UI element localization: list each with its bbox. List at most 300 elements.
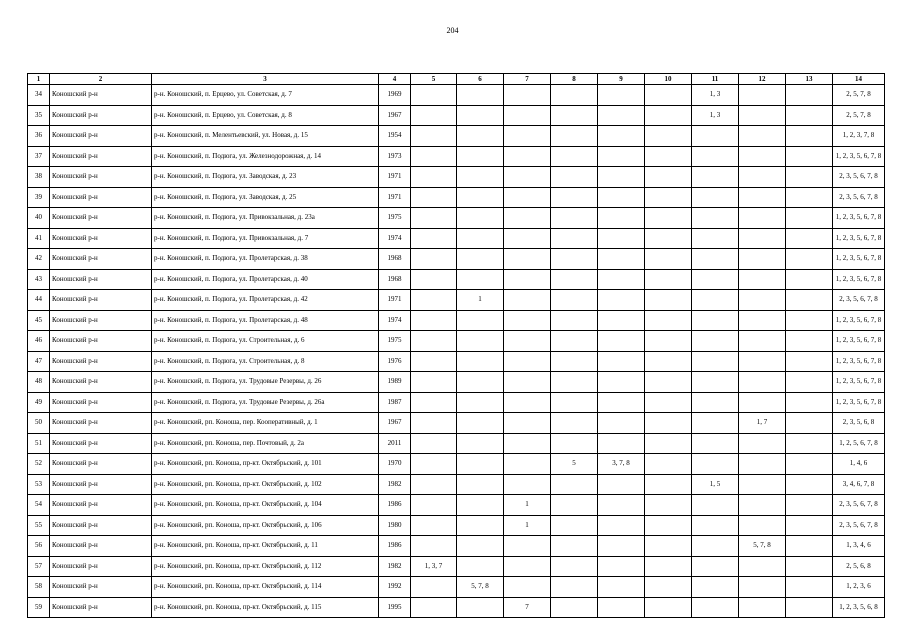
table-cell: р-н. Коношский, п. Мелентьевский, ул. Новая, д. 15	[152, 126, 379, 147]
table-row	[28, 433, 885, 454]
table-cell	[739, 515, 786, 536]
table-cell: р-н. Коношский, п. Подюга, ул. Заводская, д. 23	[152, 167, 379, 188]
table-cell	[645, 208, 692, 229]
table-cell	[504, 249, 551, 270]
table-row	[28, 85, 885, 106]
table-cell	[411, 228, 457, 249]
table-cell: Коношский р-н	[50, 536, 152, 557]
table-cell: р-н. Коношский, рп. Коноша, пр-кт. Октябрьский, д. 115	[152, 597, 379, 618]
table-row	[28, 351, 885, 372]
table-cell: р-н. Коношский, п. Подюга, ул. Привокзальная, д. 23а	[152, 208, 379, 229]
table-cell: р-н. Коношский, рп. Коноша, пр-кт. Октябрьский, д. 101	[152, 454, 379, 475]
table-cell	[692, 392, 739, 413]
table-cell	[645, 392, 692, 413]
table-cell: Коношский р-н	[50, 597, 152, 618]
table-cell	[645, 146, 692, 167]
table-cell	[551, 126, 598, 147]
table-cell	[739, 474, 786, 495]
table-cell	[598, 556, 645, 577]
table-cell: р-н. Коношский, п. Подюга, ул. Привокзальная, д. 7	[152, 228, 379, 249]
table-cell: 52	[28, 454, 50, 475]
table-cell	[411, 310, 457, 331]
table-cell: 1989	[379, 372, 411, 393]
table-row	[28, 454, 885, 475]
table-cell	[598, 474, 645, 495]
table-cell: Коношский р-н	[50, 146, 152, 167]
table-cell: Коношский р-н	[50, 433, 152, 454]
table-cell: р-н. Коношский, п. Подюга, ул. Трудовые Резервы, д. 26	[152, 372, 379, 393]
table-cell: 41	[28, 228, 50, 249]
table-cell: 1995	[379, 597, 411, 618]
table-cell	[645, 269, 692, 290]
table-cell: 1, 2, 5, 6, 7, 8	[833, 433, 885, 454]
table-cell	[692, 597, 739, 618]
table-cell	[786, 249, 833, 270]
table-cell	[411, 597, 457, 618]
table-cell: 1, 2, 3, 5, 6, 7, 8	[833, 208, 885, 229]
table-cell	[457, 536, 504, 557]
table-cell	[411, 85, 457, 106]
table-cell	[411, 351, 457, 372]
table-cell: 1, 2, 3, 5, 6, 7, 8	[833, 228, 885, 249]
table-cell: р-н. Коношский, п. Подюга, ул. Пролетарская, д. 48	[152, 310, 379, 331]
table-cell	[739, 249, 786, 270]
table-cell	[457, 167, 504, 188]
table-cell	[645, 597, 692, 618]
table-cell: 1954	[379, 126, 411, 147]
table-cell: р-н. Коношский, п. Подюга, ул. Строительная, д. 6	[152, 331, 379, 352]
table-cell	[786, 556, 833, 577]
table-cell	[786, 228, 833, 249]
table-cell	[692, 372, 739, 393]
table-cell	[504, 454, 551, 475]
column-header: 8	[551, 74, 598, 85]
table-cell	[786, 372, 833, 393]
table-cell: 40	[28, 208, 50, 229]
table-cell: 35	[28, 105, 50, 126]
table-cell: 2, 5, 6, 8	[833, 556, 885, 577]
table-cell	[645, 372, 692, 393]
table-row	[28, 597, 885, 618]
table-cell	[598, 433, 645, 454]
table-row	[28, 372, 885, 393]
table-cell	[739, 577, 786, 598]
table-cell: 43	[28, 269, 50, 290]
table-cell	[739, 556, 786, 577]
column-header: 12	[739, 74, 786, 85]
table-cell	[692, 290, 739, 311]
table-cell	[457, 597, 504, 618]
table-cell	[457, 105, 504, 126]
table-cell	[551, 597, 598, 618]
table-cell: 56	[28, 536, 50, 557]
table-cell: 1, 2, 3, 7, 8	[833, 126, 885, 147]
table-cell: Коношский р-н	[50, 105, 152, 126]
table-cell	[504, 126, 551, 147]
data-table	[27, 73, 885, 618]
table-cell: р-н. Коношский, п. Подюга, ул. Трудовые Резервы, д. 26а	[152, 392, 379, 413]
table-cell	[598, 85, 645, 106]
table-row	[28, 577, 885, 598]
column-header: 9	[598, 74, 645, 85]
table-cell	[786, 474, 833, 495]
table-cell	[739, 433, 786, 454]
table-cell: 34	[28, 85, 50, 106]
table-cell	[457, 351, 504, 372]
table-cell	[692, 249, 739, 270]
table-cell	[504, 85, 551, 106]
table-cell	[504, 413, 551, 434]
table-cell: 1975	[379, 208, 411, 229]
table-cell	[645, 413, 692, 434]
table-cell	[645, 536, 692, 557]
table-cell	[786, 454, 833, 475]
table-cell	[411, 577, 457, 598]
table-cell: р-н. Коношский, рп. Коноша, пер. Кооперативный, д. 1	[152, 413, 379, 434]
table-cell	[411, 146, 457, 167]
table-cell	[551, 577, 598, 598]
table-cell	[504, 372, 551, 393]
table-row	[28, 515, 885, 536]
table-cell	[692, 577, 739, 598]
table-cell	[504, 167, 551, 188]
table-cell	[457, 392, 504, 413]
table-cell	[739, 269, 786, 290]
table-cell	[692, 536, 739, 557]
table-cell	[739, 85, 786, 106]
table-cell	[692, 454, 739, 475]
table-cell	[457, 187, 504, 208]
table-row	[28, 105, 885, 126]
table-cell: 54	[28, 495, 50, 516]
table-cell	[504, 269, 551, 290]
table-cell: 42	[28, 249, 50, 270]
table-cell	[739, 310, 786, 331]
table-cell	[504, 290, 551, 311]
table-cell	[598, 495, 645, 516]
table-cell	[692, 187, 739, 208]
table-cell	[504, 536, 551, 557]
table-cell	[598, 413, 645, 434]
table-cell	[645, 454, 692, 475]
table-cell	[598, 126, 645, 147]
table-cell: 48	[28, 372, 50, 393]
table-cell: 1, 2, 3, 5, 6, 7, 8	[833, 392, 885, 413]
table-cell: 2, 3, 5, 6, 7, 8	[833, 515, 885, 536]
table-cell	[645, 331, 692, 352]
table-cell	[692, 331, 739, 352]
table-cell: 1967	[379, 105, 411, 126]
table-cell	[692, 228, 739, 249]
table-cell: 1, 2, 3, 5, 6, 8	[833, 597, 885, 618]
table-cell	[551, 413, 598, 434]
table-cell	[457, 331, 504, 352]
table-cell: 5, 7, 8	[457, 577, 504, 598]
table-cell: 51	[28, 433, 50, 454]
table-cell: 59	[28, 597, 50, 618]
table-cell: Коношский р-н	[50, 454, 152, 475]
table-cell	[786, 167, 833, 188]
table-cell: 44	[28, 290, 50, 311]
table-cell	[457, 126, 504, 147]
table-cell	[739, 331, 786, 352]
table-cell	[786, 269, 833, 290]
table-cell	[504, 577, 551, 598]
table-cell	[551, 269, 598, 290]
table-cell	[739, 351, 786, 372]
table-cell	[551, 146, 598, 167]
table-cell: Коношский р-н	[50, 372, 152, 393]
table-cell	[739, 392, 786, 413]
table-cell	[551, 290, 598, 311]
table-cell: 2, 3, 5, 6, 7, 8	[833, 187, 885, 208]
table-cell: Коношский р-н	[50, 126, 152, 147]
table-cell	[786, 597, 833, 618]
table-cell	[786, 433, 833, 454]
table-cell: 2, 5, 7, 8	[833, 85, 885, 106]
table-cell: Коношский р-н	[50, 167, 152, 188]
table-cell	[598, 167, 645, 188]
table-cell: Коношский р-н	[50, 269, 152, 290]
table-row	[28, 556, 885, 577]
table-cell: 1968	[379, 249, 411, 270]
table-cell	[504, 474, 551, 495]
table-cell: 5, 7, 8	[739, 536, 786, 557]
table-cell	[411, 474, 457, 495]
table-cell: 7	[504, 597, 551, 618]
table-cell	[504, 310, 551, 331]
table-cell	[692, 351, 739, 372]
table-cell	[551, 536, 598, 557]
table-cell: 1986	[379, 495, 411, 516]
table-cell: 1, 4, 6	[833, 454, 885, 475]
table-cell	[692, 146, 739, 167]
table-cell	[786, 413, 833, 434]
table-cell: 1971	[379, 187, 411, 208]
table-cell	[411, 515, 457, 536]
table-cell: 1, 2, 3, 5, 6, 7, 8	[833, 269, 885, 290]
table-cell	[411, 105, 457, 126]
table-cell	[598, 331, 645, 352]
table-cell	[692, 126, 739, 147]
table-cell	[598, 536, 645, 557]
table-row	[28, 290, 885, 311]
table-cell	[457, 515, 504, 536]
table-cell: 1967	[379, 413, 411, 434]
column-header: 1	[28, 74, 50, 85]
table-cell: 1, 5	[692, 474, 739, 495]
table-cell: 1974	[379, 310, 411, 331]
table-cell	[645, 474, 692, 495]
table-cell	[551, 331, 598, 352]
table-cell	[786, 126, 833, 147]
table-cell	[504, 392, 551, 413]
table-cell: Коношский р-н	[50, 392, 152, 413]
table-cell	[786, 331, 833, 352]
table-cell	[786, 310, 833, 331]
table-cell	[598, 351, 645, 372]
table-cell	[645, 228, 692, 249]
table-cell	[411, 372, 457, 393]
table-cell: 1, 3	[692, 85, 739, 106]
table-cell	[411, 413, 457, 434]
table-cell: 2, 5, 7, 8	[833, 105, 885, 126]
table-row	[28, 413, 885, 434]
table-cell: 5	[551, 454, 598, 475]
table-cell	[504, 208, 551, 229]
table-cell	[551, 105, 598, 126]
table-cell: р-н. Коношский, п. Ерцево, ул. Советская, д. 8	[152, 105, 379, 126]
table-cell: Коношский р-н	[50, 474, 152, 495]
table-cell	[411, 536, 457, 557]
table-cell	[411, 208, 457, 229]
table-cell	[598, 310, 645, 331]
table-cell: 1987	[379, 392, 411, 413]
table-cell	[457, 228, 504, 249]
table-cell: р-н. Коношский, рп. Коноша, пр-кт. Октябрьский, д. 114	[152, 577, 379, 598]
table-cell	[411, 290, 457, 311]
table-cell	[786, 495, 833, 516]
table-cell	[457, 454, 504, 475]
table-cell: Коношский р-н	[50, 187, 152, 208]
table-cell	[645, 433, 692, 454]
table-cell	[457, 208, 504, 229]
table-cell	[504, 187, 551, 208]
table-cell	[598, 597, 645, 618]
table-cell	[739, 167, 786, 188]
table-cell: 2, 3, 5, 6, 8	[833, 413, 885, 434]
table-cell: Коношский р-н	[50, 85, 152, 106]
table-cell	[739, 208, 786, 229]
table-cell	[551, 85, 598, 106]
table-cell	[692, 556, 739, 577]
table-cell: 1974	[379, 228, 411, 249]
table-cell	[504, 433, 551, 454]
table-cell	[551, 228, 598, 249]
table-row	[28, 495, 885, 516]
table-cell	[598, 577, 645, 598]
table-cell	[645, 167, 692, 188]
table-cell: р-н. Коношский, п. Подюга, ул. Строительная, д. 8	[152, 351, 379, 372]
table-cell: р-н. Коношский, рп. Коноша, пр-кт. Октябрьский, д. 104	[152, 495, 379, 516]
table-cell	[786, 146, 833, 167]
table-cell: 3, 7, 8	[598, 454, 645, 475]
table-cell: 1973	[379, 146, 411, 167]
table-cell: 1992	[379, 577, 411, 598]
table-cell	[411, 392, 457, 413]
table-cell: Коношский р-н	[50, 228, 152, 249]
table-cell: 1970	[379, 454, 411, 475]
table-cell	[551, 474, 598, 495]
table-cell: 1968	[379, 269, 411, 290]
table-cell	[411, 454, 457, 475]
table-row	[28, 269, 885, 290]
table-row	[28, 187, 885, 208]
table-row	[28, 536, 885, 557]
table-cell	[598, 187, 645, 208]
page-number: 204	[446, 26, 459, 35]
table-cell: р-н. Коношский, п. Подюга, ул. Пролетарская, д. 40	[152, 269, 379, 290]
table-cell	[645, 556, 692, 577]
table-cell	[786, 351, 833, 372]
table-cell	[598, 392, 645, 413]
table-row	[28, 310, 885, 331]
table-cell	[504, 105, 551, 126]
table-cell	[739, 105, 786, 126]
table-cell	[551, 310, 598, 331]
table-cell	[739, 146, 786, 167]
column-header: 7	[504, 74, 551, 85]
table-cell	[739, 228, 786, 249]
table-cell	[551, 433, 598, 454]
table-cell	[598, 146, 645, 167]
table-cell: 1, 2, 3, 5, 6, 7, 8	[833, 351, 885, 372]
table-cell: 2, 3, 5, 6, 7, 8	[833, 495, 885, 516]
table-cell: 55	[28, 515, 50, 536]
table-cell: р-н. Коношский, п. Ерцево, ул. Советская, д. 7	[152, 85, 379, 106]
table-cell	[739, 454, 786, 475]
table-cell: 2011	[379, 433, 411, 454]
table-cell: 1986	[379, 536, 411, 557]
column-header: 3	[152, 74, 379, 85]
table-cell	[457, 249, 504, 270]
table-cell: Коношский р-н	[50, 577, 152, 598]
table-cell	[692, 310, 739, 331]
table-cell: 1980	[379, 515, 411, 536]
table-cell	[411, 187, 457, 208]
table-cell: р-н. Коношский, рп. Коноша, пер. Почтовый, д. 2а	[152, 433, 379, 454]
table-cell	[598, 105, 645, 126]
table-cell	[551, 249, 598, 270]
table-cell	[551, 392, 598, 413]
table-cell: 1	[504, 495, 551, 516]
table-cell: 1	[504, 515, 551, 536]
table-cell: 1, 3, 4, 6	[833, 536, 885, 557]
table-row	[28, 331, 885, 352]
table-cell: 1975	[379, 331, 411, 352]
table-cell: 49	[28, 392, 50, 413]
table-cell	[457, 413, 504, 434]
table-row	[28, 392, 885, 413]
table-cell	[551, 167, 598, 188]
table-cell: 1, 2, 3, 5, 6, 7, 8	[833, 146, 885, 167]
table-cell: Коношский р-н	[50, 515, 152, 536]
table-cell: р-н. Коношский, п. Подюга, ул. Пролетарская, д. 42	[152, 290, 379, 311]
table-cell	[739, 597, 786, 618]
table-cell	[457, 433, 504, 454]
table-cell: Коношский р-н	[50, 331, 152, 352]
table-cell	[551, 495, 598, 516]
table-cell	[692, 515, 739, 536]
column-header: 14	[833, 74, 885, 85]
table-cell: р-н. Коношский, рп. Коноша, пр-кт. Октябрьский, д. 102	[152, 474, 379, 495]
table-cell: р-н. Коношский, п. Подюга, ул. Заводская, д. 25	[152, 187, 379, 208]
column-header: 10	[645, 74, 692, 85]
table-cell: 1971	[379, 290, 411, 311]
table-cell	[692, 208, 739, 229]
table-cell: 37	[28, 146, 50, 167]
table-cell: 38	[28, 167, 50, 188]
table-cell	[739, 290, 786, 311]
table-cell	[692, 269, 739, 290]
table-cell	[411, 126, 457, 147]
table-cell	[692, 413, 739, 434]
table-cell	[739, 372, 786, 393]
table-cell	[786, 536, 833, 557]
table-cell	[645, 126, 692, 147]
table-cell	[598, 290, 645, 311]
table-cell: 47	[28, 351, 50, 372]
